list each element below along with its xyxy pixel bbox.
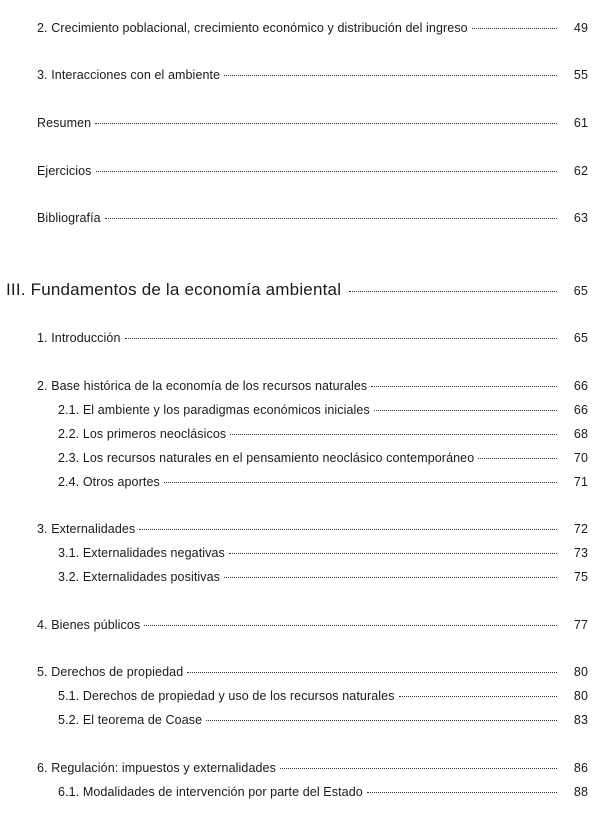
toc-entry-title: 1. Introducción	[37, 331, 121, 345]
dot-leader	[349, 291, 557, 292]
toc-entry[interactable]	[37, 664, 588, 680]
toc-entry-page: 63	[573, 211, 588, 225]
dot-leader	[371, 386, 557, 387]
toc-entry-page: 55	[573, 68, 588, 82]
toc-subentry[interactable]	[58, 712, 588, 728]
toc-entry[interactable]	[37, 521, 588, 537]
toc-entry-page: 65	[573, 331, 588, 345]
dot-leader	[224, 75, 557, 76]
toc-entry-title: 5.2. El teorema de Coase	[58, 713, 203, 727]
toc-entry-page: 83	[573, 713, 588, 727]
toc-entry-title: 2. Base histórica de la economía de los recursos naturales	[37, 379, 368, 393]
toc-entry-page: 80	[573, 665, 588, 679]
toc-entry[interactable]	[37, 20, 588, 36]
toc-entry-page: 61	[573, 116, 588, 130]
toc-subentry[interactable]	[58, 569, 588, 585]
toc-entry-page: 86	[573, 761, 588, 775]
dot-leader	[187, 672, 557, 673]
toc-entry-page: 66	[573, 379, 588, 393]
dot-leader	[280, 768, 557, 769]
dot-leader	[164, 482, 557, 483]
dot-leader	[95, 123, 557, 124]
dot-leader	[367, 792, 557, 793]
toc-entry[interactable]	[37, 330, 588, 346]
toc-entry-page: 72	[573, 522, 588, 536]
toc-entry[interactable]	[37, 67, 588, 83]
dot-leader	[139, 529, 557, 530]
toc-entry-page: 75	[573, 570, 588, 584]
dot-leader	[206, 720, 557, 721]
dot-leader	[472, 28, 557, 29]
toc-entry-title: 6.1. Modalidades de intervención por parte del Estado	[58, 785, 363, 799]
toc-entry-page: 70	[573, 451, 588, 465]
toc-subentry[interactable]	[58, 426, 588, 442]
toc-entry-page: 49	[573, 21, 588, 35]
toc-entry-title: 6. Regulación: impuestos y externalidades	[37, 761, 276, 775]
toc-entry-title: 2.4. Otros aportes	[58, 475, 160, 489]
dot-leader	[478, 458, 557, 459]
toc-entry-page: 88	[573, 785, 588, 799]
dot-leader	[105, 218, 557, 219]
toc-entry-title: 5.1. Derechos de propiedad y uso de los recursos naturales	[58, 689, 395, 703]
dot-leader	[125, 338, 558, 339]
dot-leader	[224, 577, 557, 578]
toc-entry[interactable]	[37, 115, 588, 131]
toc-entry-title: Ejercicios	[37, 164, 92, 178]
toc-entry[interactable]	[37, 378, 588, 394]
dot-leader	[144, 625, 557, 626]
toc-subentry[interactable]	[58, 688, 588, 704]
toc-entry-title: 2. Crecimiento poblacional, crecimiento económico y distribución del ingreso	[37, 21, 468, 35]
toc-entry-title: 4. Bienes públicos	[37, 618, 141, 632]
toc-subentry[interactable]	[58, 545, 588, 561]
toc-entry-title: Bibliografía	[37, 211, 101, 225]
toc-subentry[interactable]	[58, 784, 588, 800]
toc-entry[interactable]	[37, 210, 588, 226]
toc-entry-title: 3.2. Externalidades positivas	[58, 570, 221, 584]
dot-leader	[96, 171, 558, 172]
toc-entry-title: 3.1. Externalidades negativas	[58, 546, 225, 560]
dot-leader	[374, 410, 557, 411]
toc-entry[interactable]	[37, 760, 588, 776]
toc-entry-page: 66	[573, 403, 588, 417]
toc-entry[interactable]	[37, 617, 588, 633]
toc-entry-title: 3. Interacciones con el ambiente	[37, 68, 221, 82]
toc-entry-title: 2.1. El ambiente y los paradigmas económicos iniciales	[58, 403, 370, 417]
dot-leader	[229, 553, 557, 554]
toc-entry-title: 3. Externalidades	[37, 522, 136, 536]
toc-subentry[interactable]	[58, 450, 588, 466]
toc-entry-page: 68	[573, 427, 588, 441]
dot-leader	[399, 696, 557, 697]
toc-entry-page: 65	[573, 284, 588, 298]
toc-entry-page: 80	[573, 689, 588, 703]
toc-entry-page: 62	[573, 164, 588, 178]
toc-entry-title: III. Fundamentos de la economía ambiental	[6, 280, 342, 299]
toc-chapter-heading[interactable]	[6, 280, 588, 301]
toc-entry-title: Resumen	[37, 116, 92, 130]
toc-subentry[interactable]	[58, 402, 588, 418]
toc-entry-title: 2.2. Los primeros neoclásicos	[58, 427, 227, 441]
toc-entry-page: 77	[573, 618, 588, 632]
toc-subentry[interactable]	[58, 474, 588, 490]
toc-entry-page: 73	[573, 546, 588, 560]
toc-entry-title: 5. Derechos de propiedad	[37, 665, 184, 679]
dot-leader	[230, 434, 557, 435]
toc-entry-page: 71	[573, 475, 588, 489]
toc-entry-title: 2.3. Los recursos naturales en el pensamiento neoclásico contemporáneo	[58, 451, 475, 465]
toc-entry[interactable]	[37, 163, 588, 179]
